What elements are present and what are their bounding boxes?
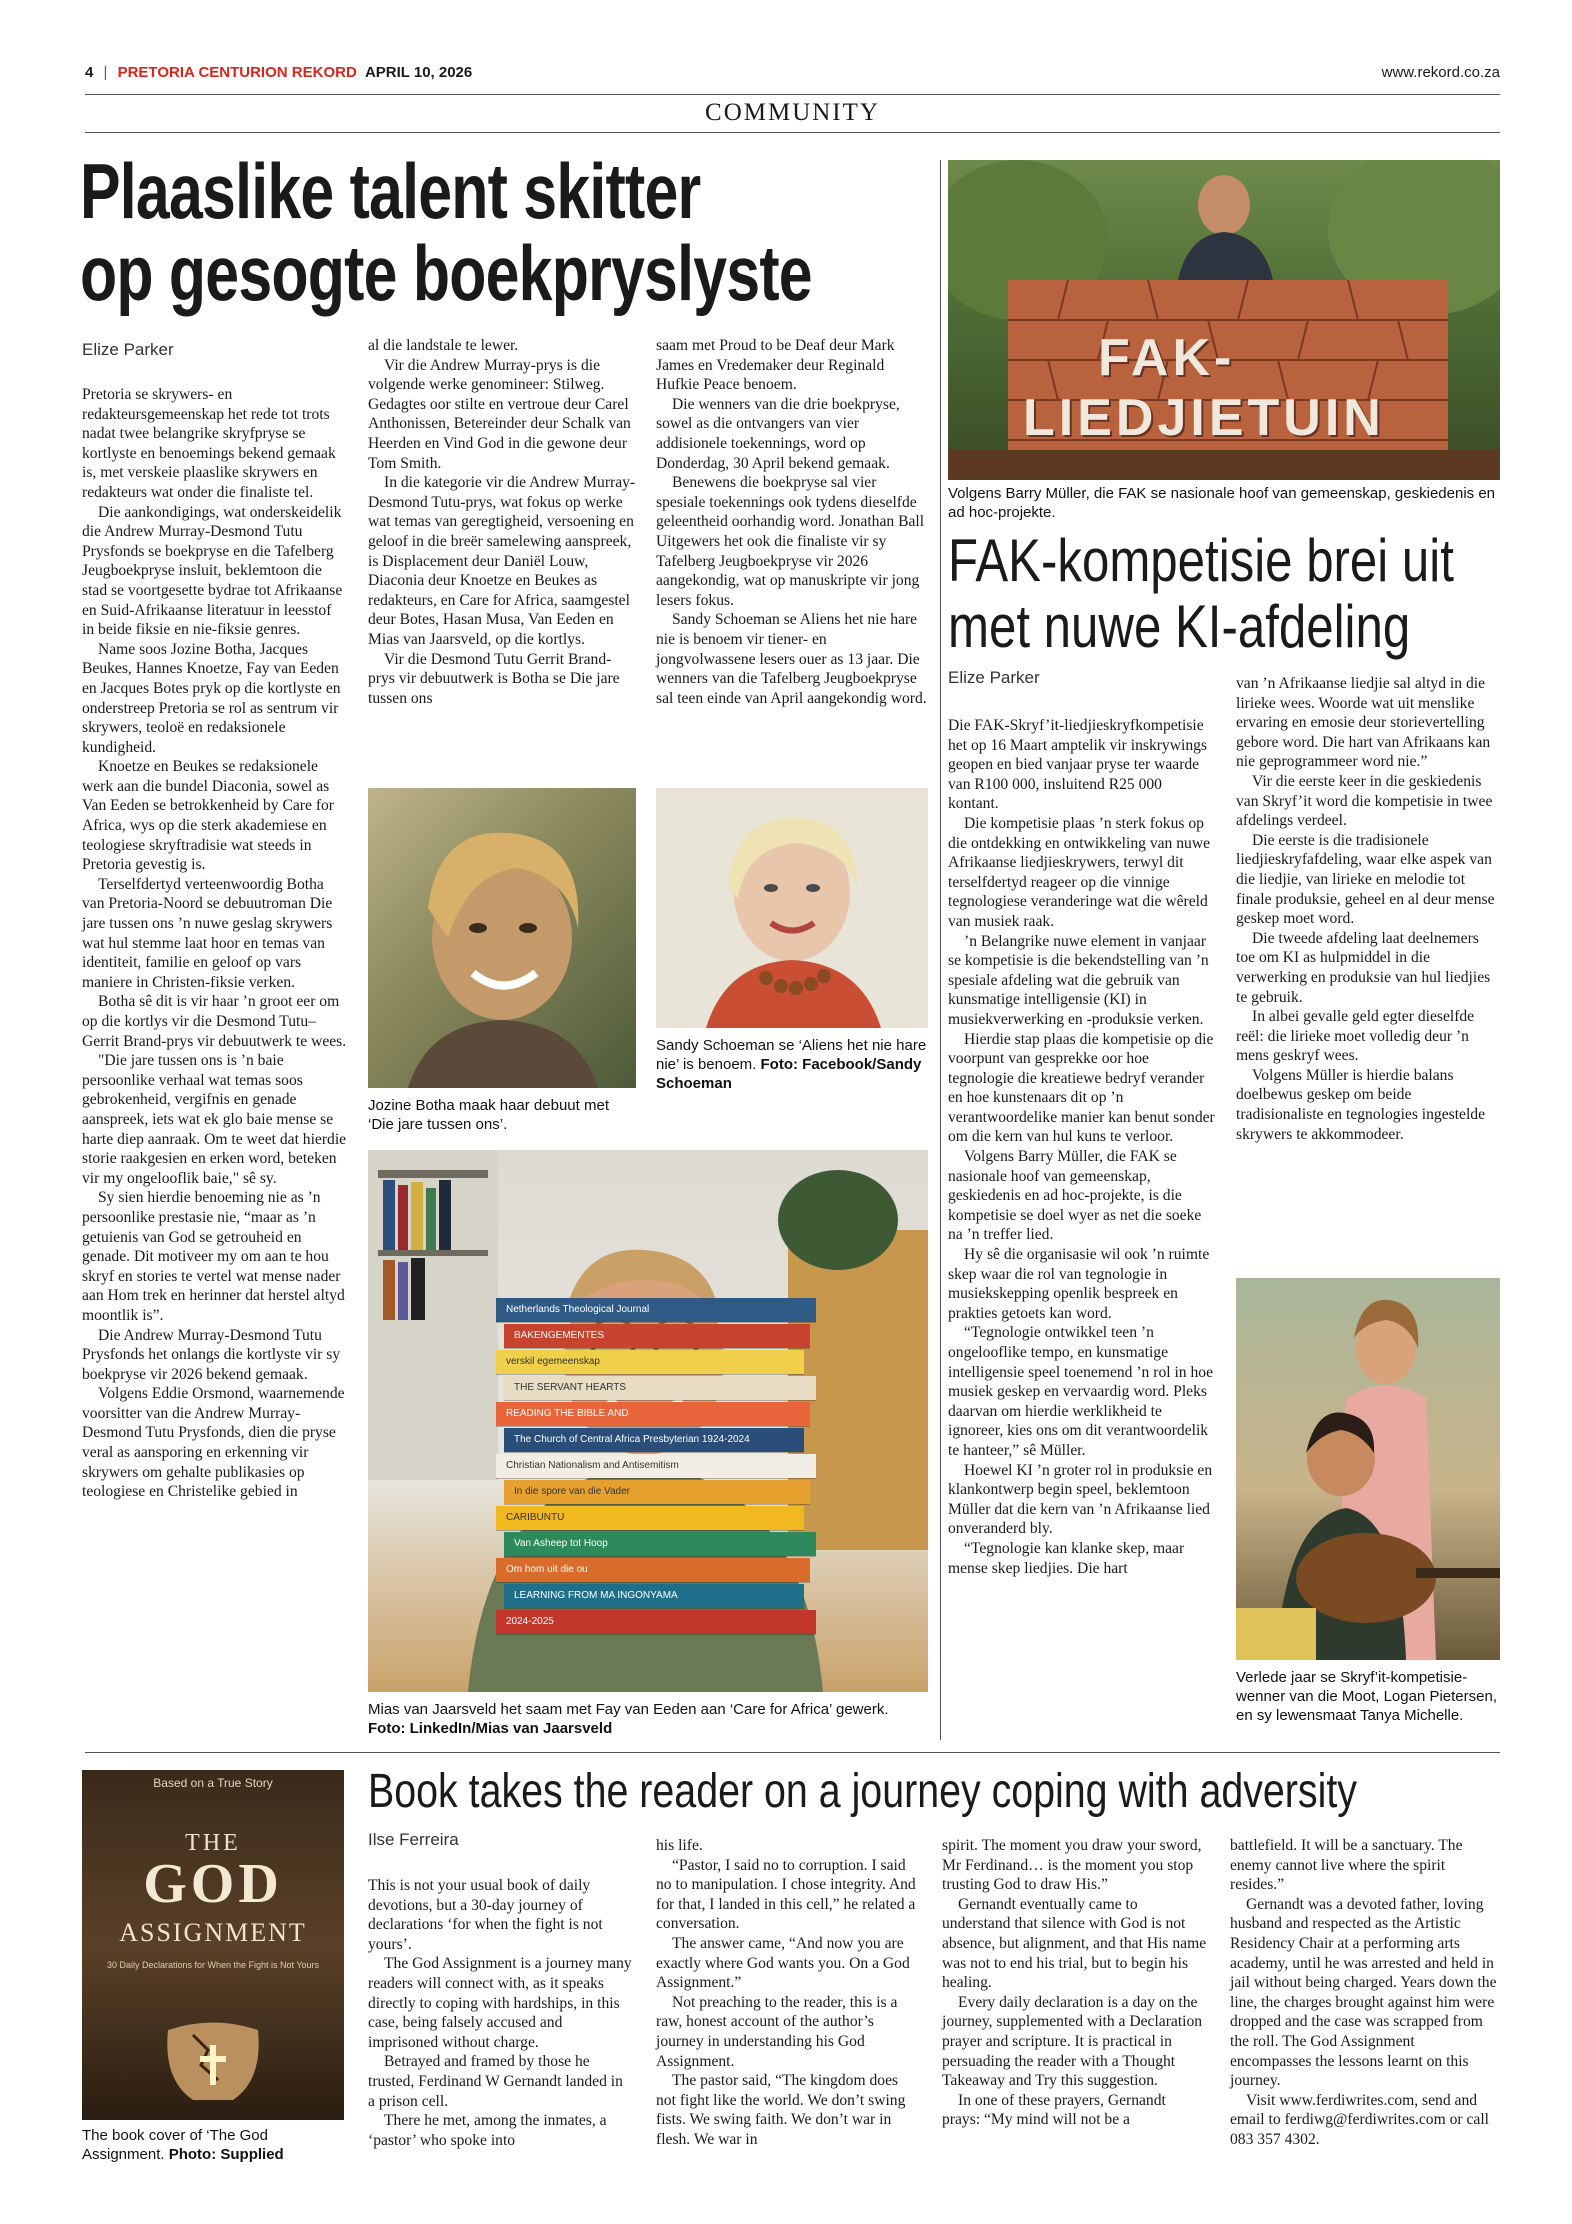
body-paragraph: Die aankondigings, wat onderskeidelik die Andrew Murray-Desmond Tutu Prysfonds se boekpryse en die Tafelberg Jeugboekpryse insluit, beklemtoon die stad se voortgesette bydrae tot Afrikaanse en Suid-Afrikaanse literatuur in leesstof in beide fiksie en nie-fiksie genres. (82, 503, 343, 639)
body-paragraph: Die wenners van die drie boekpryse, sowel as die ontvangers van vier addisionele toekennings, word op Donderdag, 30 April bekend gemaak. (656, 395, 900, 472)
body-paragraph: Gernandt was a devoted father, loving husband and respected as the Artistic Residency Chair at a performing arts academy, until he was arrested and held in jail without being charged. Years down the line, the charges brought against him were dropped and the case was scrapped from the roll. The God Assignment encompasses the lessons learnt on this journey. (1230, 1895, 1497, 2090)
body-paragraph: Not preaching to the reader, this is a raw, honest account of the author’s journey in understanding his God Assignment. (656, 1993, 898, 2070)
section-rule (85, 132, 1500, 133)
body-paragraph: This is not your usual book of daily devotions, but a 30-day journey of declarations ‘for when the fight is not yours’. (368, 1877, 603, 1953)
body-paragraph: In one of these prayers, Gernandt prays: “My mind will not be a (942, 2091, 1166, 2129)
body-paragraph: The pastor said, “The kingdom does not fight like the world. We don’t swing fists. We swing faith. We don’t war in flesh. We war in (656, 2072, 906, 2148)
headline-line: op gesogte boekpryslyste (80, 229, 812, 317)
article3-column-3 (942, 1836, 1207, 2130)
body-paragraph: "Die jare tussen ons is ’n baie persoonlike verhaal wat temas soos gebrokenheid, vergifnis en genade aanspreek, iets wat ek glo baie mense se harte diep aanraak. Om te weet dat hierdie storie raakgesien en erken word, beteken vir my ongelooflik baie," sê sy. (82, 1052, 347, 1187)
sign-text-line1: FAK- (1098, 329, 1236, 387)
book-spine: verskil egemeenskap (496, 1350, 804, 1374)
article3-headline (368, 1764, 1500, 1820)
book-spine: Christian Nationalism and Antisemitism (496, 1454, 816, 1478)
book-spine: THE SERVANT HEARTS (504, 1376, 816, 1400)
header-rule (85, 94, 1500, 95)
body-paragraph: battlefield. It will be a sanctuary. The enemy cannot live where the spirit resides.” (1230, 1837, 1463, 1894)
book-spine: BAKENGEMENTES (504, 1324, 810, 1348)
book-spine: Netherlands Theological Journal (496, 1298, 816, 1322)
body-paragraph: al die landstale te lewer. (368, 337, 519, 354)
book-cover-god-assignment (82, 1770, 344, 2120)
body-paragraph: spirit. The moment you draw your sword, Mr Ferdinand… is the moment you stop trusting God to draw His.” (942, 1837, 1202, 1894)
book-spine: CARIBUNTU (496, 1506, 804, 1530)
cover-title-god: GOD (143, 1853, 283, 1915)
body-paragraph: “Pastor, I said no to corruption. I said no to manipulation. I chose integrity. And for that, I landed in this cell,” he related a conversation. (656, 1856, 916, 1933)
body-paragraph: Volgens Barry Müller, die FAK se nasionale hoof van gemeenskap, geskiedenis en ad hoc-projekte, is die kompetisie se doel wyer as net die soeke na ’n treffer lied. (948, 1148, 1202, 1244)
body-paragraph: The answer came, “And now you are exactly where God wants you. On a God Assignment.” (656, 1934, 910, 1992)
photo-sandy-schoeman (656, 788, 928, 1028)
photo-fak-liedjietuin (948, 160, 1500, 480)
body-paragraph: Betrayed and framed by those he trusted, Ferdinand W Gernandt landed in a prison cell. (368, 2053, 623, 2110)
caption-book-cover-credit: Photo: Supplied (168, 2146, 284, 2163)
body-paragraph: Hy sê die organisasie wil ook ’n ruimte skep waar die rol van tegnologie in musiekskepping openlik bespreek en prakties getoets kan word. (948, 1246, 1210, 1322)
caption-mias (368, 1700, 928, 1738)
body-paragraph: Knoetze en Beukes se redaksionele werk aan die bundel Diaconia, sowel as Van Eeden se betrokkenheid by Care for Africa, wys op die sterk akademiese en teologiese skryftradisie wat steeds in Pretoria gevestig is. (82, 758, 335, 874)
body-paragraph: Benewens die boekpryse sal vier spesiale toekennings ook tydens dieselfde geleentheid oorhandig word. Jonathan Ball Uitgewers het ook die finaliste vir sy Tafelberg Jeugboekpryse vir 2026 aangekondig, wat op manuskripte vir jong lesers fokus. (656, 474, 925, 609)
cover-subtitle: 30 Daily Declarations for When the Fight is Not Yours (106, 1960, 320, 1970)
cover-tagline: Based on a True Story (153, 1776, 273, 1790)
caption-sandy-text: Sandy Schoeman se ‘Aliens het nie hare nie’ is benoem. (656, 1037, 927, 1073)
body-paragraph: van ’n Afrikaanse liedjie sal altyd in die lirieke wees. Woorde wat uit menslike ervaring en emosie deur storievertelling gebore word. Die hart van Afrikaans kan nie geprogrammeer word nie.” (1236, 675, 1491, 771)
book-stack (496, 1298, 816, 1636)
body-paragraph: saam met Proud to be Deaf deur Mark James en Vredemaker deur Reginald Hufkie Peace benoem. (656, 337, 895, 394)
book-spine: In die spore van die Vader (504, 1480, 810, 1504)
body-paragraph: Hoewel KI ’n groter rol in produksie en klankontwerp begin speel, beklemtoon Müller dat die kern van ’n Afrikaanse lied onveranderd bly. (948, 1461, 1213, 1538)
body-paragraph: Die eerste is die tradisionele liedjieskryfafdeling, waar elke aspek van die liedjie, van lirieke en melodie tot finale produksie, geheel en al deur mense geskep moet word. (1236, 831, 1495, 928)
body-paragraph: Die FAK-Skryf’it-liedjieskryfkompetisie het op 16 Maart amptelik vir inskrywings geopen en bied vanjaar pryse ter waarde van R100 000, insluitend R25 000 kontant. (948, 717, 1207, 813)
body-paragraph: his life. (656, 1837, 703, 1854)
book-spine: Van Asheep tot Hoop (504, 1532, 816, 1556)
website[interactable]: www.rekord.co.za (1381, 64, 1500, 81)
caption-sandy (656, 1036, 928, 1093)
caption-jozine: Jozine Botha maak haar debuut met ‘Die jare tussen ons’. (368, 1097, 609, 1133)
headline-line: met nuwe KI-afdeling (948, 593, 1411, 660)
body-paragraph: Name soos Jozine Botha, Jacques Beukes, Hannes Knoetze, Fay van Eeden en Jacques Botes pryk op die kortlyste en onderstreep Pretoria se rol as sentrum vir skrywers, teoloë en redaksionele kundigheid. (82, 640, 341, 756)
publication-name: PRETORIA CENTURION REKORD (117, 64, 357, 81)
photo-mias-van-jaarsveld (368, 1150, 928, 1692)
caption-sandy-credit: Foto: Facebook/Sandy Schoeman (656, 1056, 922, 1092)
broken-jar-icon (153, 1990, 273, 2110)
body-paragraph: “Tegnologie ontwikkel teen ’n ongelooflike tempo, en kunsmatige intelligensie speel toenemend ’n rol in hoe musiek geskep en vervaardig word. Pleks daarvan om hierdie werklikheid te ignoreer, kies ons om dit verantwoordelik te hanteer,” sê Müller. (948, 1324, 1214, 1459)
body-paragraph: Die tweede afdeling laat deelnemers toe om KI as hulpmiddel in die verwerking en produksie van hul liedjies te gebruik. (1236, 929, 1491, 1006)
caption-barry-muller: Volgens Barry Müller, die FAK se nasionale hoof van gemeenskap, geskiedenis en ad hoc-projekte. (948, 485, 1496, 521)
article2-column-2 (1236, 674, 1500, 1144)
book-spine: READING THE BIBLE AND (496, 1402, 810, 1426)
article3-column-1 (368, 1876, 633, 2150)
photo-jozine-botha (368, 788, 636, 1088)
article1-byline: Elize Parker (82, 340, 174, 359)
body-paragraph: Every daily declaration is a day on the journey, supplemented with a Declaration prayer and scripture. It is practical in persuading the reader with a Thought Takeaway and Try this suggestion. (942, 1993, 1203, 2090)
body-paragraph: Terselfdertyd verteenwoordig Botha van Pretoria-Noord se debuutroman Die jare tussen ons ’n nuwe geslag skrywers wat hul stemme laat hoor en temas van identiteit, familie en geloof op vars maniere in Christen-fiksie verken. (82, 875, 333, 991)
article3-byline: Ilse Ferreira (368, 1830, 459, 1849)
body-paragraph: Die Andrew Murray-Desmond Tutu Prysfonds het onlangs die kortlyste vir sy boekpryse vir 2026 bekend gemaak. (82, 1326, 341, 1383)
header-separator: | (103, 64, 108, 81)
sign-text-line2: LIEDJIETUIN (1023, 389, 1385, 447)
caption-mias-credit: Foto: LinkedIn/Mias van Jaarsveld (368, 1720, 613, 1737)
article2-headline (948, 528, 1500, 660)
book-spine: Om hom uit die ou (496, 1558, 810, 1582)
article1-column-2 (368, 336, 636, 708)
headline-line: FAK-kompetisie brei uit (948, 527, 1454, 594)
body-paragraph: In albei gevalle geld egter dieselfde reël: die lirieke moet volledig deur ’n mens geskryf wees. (1236, 1008, 1475, 1065)
cover-title-the: THE (185, 1830, 241, 1856)
body-paragraph: Die kompetisie plaas ’n sterk fokus op die ontdekking en ontwikkeling van nuwe Afrikaanse liedjieskrywers, terwyl dit terselfdertyd reageer op die vinnige tegnologiese veranderinge wat die wêreld van musiek raak. (948, 814, 1211, 930)
body-paragraph: Gernandt eventually came to understand that silence with God is not absence, but alignment, and that His name was not to end his trial, but to begin his healing. (942, 1895, 1207, 1992)
body-paragraph: ’n Belangrike nuwe element in vanjaar se kompetisie is die bekendstelling van ’n spesiale afdeling wat die gebruik van kunsmatige intelligensie (KI) in musiekverwerking en -produksie verken. (948, 932, 1209, 1028)
article3-column-4 (1230, 1836, 1498, 2150)
book-spine: The Church of Central Africa Presbyterian 1924-2024 (504, 1428, 804, 1452)
headline-line: Plaaslike talent skitter (80, 147, 701, 235)
caption-book-cover (82, 2126, 344, 2164)
body-paragraph: In die kategorie vir die Andrew Murray-Desmond Tutu-prys, wat fokus op werke wat temas van geregtigheid, versoening en geloof in die breër samelewing aanspreek, is Displacement deur Daniël Louw, Diaconia deur Knoetze en Beukes as redakteurs, en Care for Africa, saamgestel deur Botes, Hasan Musa, Van Eeden en Mias van Jaarsveld, op die kortlys. (368, 474, 636, 648)
caption-mias-text: Mias van Jaarsveld het saam met Fay van Eeden aan ‘Care for Africa’ gewerk. (368, 1701, 889, 1718)
body-paragraph: The God Assignment is a journey many readers will connect with, as it speaks directly to coping with hardships, in this case, being falsely accused and imprisoned without charge. (368, 1955, 632, 2051)
body-paragraph: Vir die eerste keer in die geskiedenis van Skryf’it word die kompetisie in twee afdelings verdeel. (1236, 772, 1493, 830)
article3-rule (85, 1752, 1500, 1753)
body-paragraph: Volgens Eddie Orsmond, waarnemende voorsitter van die Andrew Murray-Desmond Tutu Prysfonds, dien die pryse veral as aansporing en erkenning vir skrywers om gehalte publikasies op teologiese en Christelike gebied in (82, 1385, 345, 1501)
column-rule (940, 160, 941, 1740)
article2-byline: Elize Parker (948, 668, 1040, 687)
section-label: COMMUNITY (705, 99, 880, 126)
body-paragraph: “Tegnologie kan klanke skep, maar mense skep liedjies. Die hart (948, 1539, 1185, 1577)
photo-logan-pietersen (1236, 1278, 1500, 1660)
caption-book-cover-text: The book cover of ‘The God Assignment. (82, 2127, 268, 2163)
book-spine: 2024-2025 (496, 1610, 816, 1634)
body-paragraph: Hierdie stap plaas die kompetisie op die voorpunt van gesprekke oor hoe tegnologie die kreatiewe bedryf verander en hoe kunstenaars dit op ’n verantwoordelike manier kan benut sonder om die kern van hul kuns te verloor. (948, 1030, 1215, 1146)
page-header (85, 64, 1500, 88)
body-paragraph: Botha sê dit is vir haar ’n groot eer om op die kortlys vir die Desmond Tutu–Gerrit Brand-prys vir debuutwerk te wees. (82, 993, 347, 1050)
body-paragraph: Visit www.ferdiwrites.com, send and email to ferdiwg@ferdiwrites.com or call 083 357 4302. (1230, 2091, 1490, 2148)
article1-headline (80, 147, 940, 320)
body-paragraph: Vir die Andrew Murray-prys is die volgende werke genomineer: Stilweg. Gedagtes oor stilte en vertroue deur Carel Anthonissen, Betereinder deur Schalk van Heerden en Vind God in die gewone deur Tom Smith. (368, 356, 631, 472)
body-paragraph: Vir die Desmond Tutu Gerrit Brand-prys vir debuutwerk is Botha se Die jare tussen ons (368, 650, 620, 707)
caption-logan: Verlede jaar se Skryf’it-kompetisie-wenner van die Moot, Logan Pietersen, en sy lewensmaat Tanya Michelle. (1236, 1669, 1497, 1724)
book-spine: LEARNING FROM MA INGONYAMA (504, 1584, 804, 1608)
cover-title-assignment: ASSIGNMENT (119, 1918, 307, 1947)
article3-column-2 (656, 1836, 921, 2150)
body-paragraph: There he met, among the inmates, a ‘pastor’ who spoke into (368, 2112, 607, 2149)
page-number: 4 (85, 64, 94, 81)
body-paragraph: Sandy Schoeman se Aliens het nie hare nie is benoem vir tiener- en jongvolwassene lesers ouer as 13 jaar. Die wenners van die Tafelberg Jeugboekpryse sal teen einde van April aangekondig word. (656, 611, 927, 707)
body-paragraph: Sy sien hierdie benoeming nie as ’n persoonlike prestasie nie, “maar as ’n getuienis van God se getrouheid en genade. Dit motiveer my om aan te hou skryf en stories te vertel wat mense nader aan Hom trek en herinner dat herstel altyd moontlik is”. (82, 1189, 345, 1324)
article1-column-1 (82, 385, 347, 1502)
issue-date: APRIL 10, 2026 (364, 64, 473, 81)
article2-column-1 (948, 716, 1216, 1578)
headline-line: Book takes the reader on a journey coping with adversity (368, 1765, 1357, 1818)
article1-column-3 (656, 336, 928, 708)
body-paragraph: Volgens Müller is hierdie balans doelbewus geskep om beide tradisionaliste en tegnologies ingestelde skrywers te akkommodeer. (1236, 1066, 1486, 1143)
body-paragraph: Pretoria se skrywers- en redakteursgemeenskap het rede tot trots nadat twee belangrike skryfpryse se kortlyste en benoemings bekend gemaak is, met verskeie plaaslike skrywers en redakteurs wat onder die finaliste tel. (82, 386, 336, 501)
